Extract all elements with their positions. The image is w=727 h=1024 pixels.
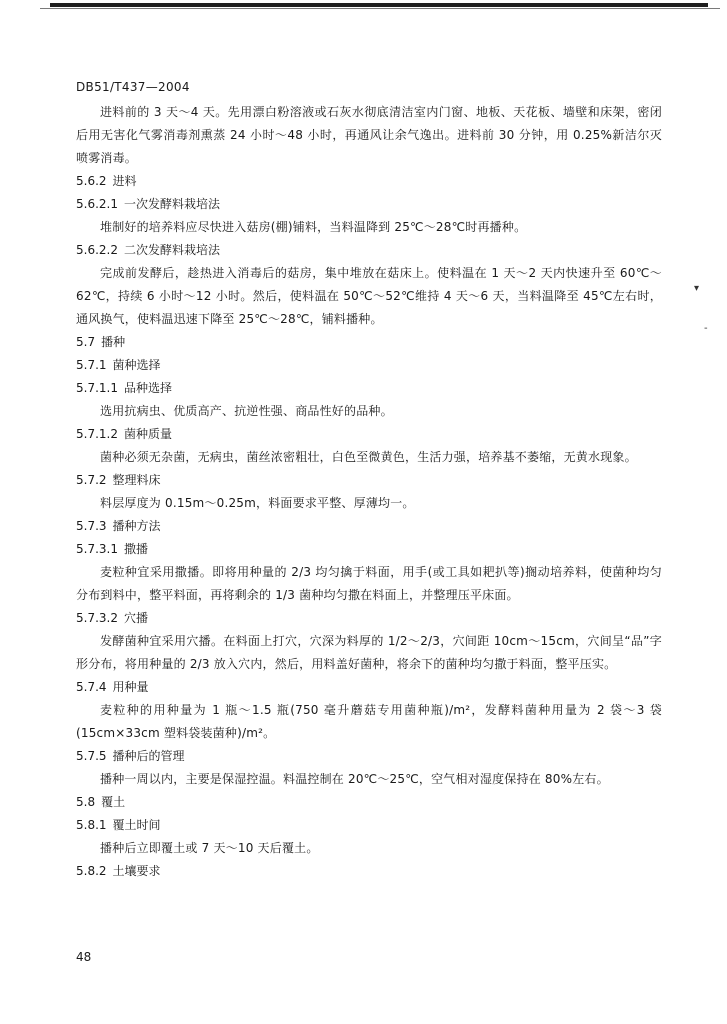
section-heading — [76, 423, 662, 446]
section-title: 用种量 — [112, 680, 149, 694]
paragraph: 播种后立即覆土或 7 天～10 天后覆土。 — [100, 841, 319, 855]
paragraph: 进料前的 3 天～4 天。先用漂白粉溶液或石灰水彻底清洁室内门窗、地板、天花板、墙壁和床架，密闭后用无害化气雾消毒剂熏蒸 24 小时～48 小时，再通风让余气逸出。进料前 30 分钟，用 0.25%新洁尔灭喷雾消毒。 — [76, 105, 662, 165]
section-number: 5.7.3.1 — [76, 542, 118, 556]
section-title: 播种后的管理 — [112, 749, 185, 763]
section-heading — [76, 791, 662, 814]
section-number: 5.7 — [76, 335, 96, 349]
paragraph: 麦粒种宜采用撒播。即将用种量的 2/3 均匀擒于料面，用手(或工具如耙扒等)搁动培养料，使菌种均匀分布到料中，整平料面，再将剩余的 1/3 菌种均匀撒在料面上，并整理压平床面。 — [76, 565, 662, 602]
page-number: 48 — [76, 950, 92, 964]
header-rule-thin — [40, 8, 720, 9]
section-number: 5.6.2 — [76, 174, 107, 188]
section-heading — [76, 607, 662, 630]
section-title: 土壤要求 — [112, 864, 161, 878]
margin-mark: ▾ — [694, 283, 700, 294]
section-heading — [76, 354, 662, 377]
section-number: 5.7.3 — [76, 519, 107, 533]
section-title: 播种 — [101, 335, 126, 349]
section-title: 覆土 — [101, 795, 126, 809]
section-number: 5.8.1 — [76, 818, 107, 832]
section-title: 穴播 — [123, 611, 148, 625]
paragraph: 发酵菌种宜采用穴播。在料面上打穴，穴深为料厚的 1/2～2/3，穴间距 10cm～15cm，穴间呈“品”字形分布，将用种量的 2/3 放入穴内，然后，用料盖好菌种，将余下的菌种均匀撒于料面，整平压实。 — [76, 634, 662, 671]
document-body — [76, 101, 662, 883]
section-heading — [76, 170, 662, 193]
section-heading — [76, 860, 662, 883]
section-title: 品种选择 — [123, 381, 172, 395]
section-title: 进料 — [112, 174, 137, 188]
section-number: 5.7.2 — [76, 473, 107, 487]
header-rule — [50, 3, 708, 7]
section-heading — [76, 676, 662, 699]
section-number: 5.8.2 — [76, 864, 107, 878]
section-title: 二次发酵料栽培法 — [123, 243, 220, 257]
section-heading — [76, 469, 662, 492]
paragraph: 选用抗病虫、优质高产、抗逆性强、商品性好的品种。 — [100, 404, 393, 418]
section-number: 5.7.3.2 — [76, 611, 118, 625]
paragraph: 播种一周以内，主要是保湿控温。料温控制在 20℃～25℃，空气相对湿度保持在 80%左右。 — [100, 772, 609, 786]
section-number: 5.7.4 — [76, 680, 107, 694]
paragraph: 料层厚度为 0.15m～0.25m，料面要求平整、厚薄均一。 — [100, 496, 415, 510]
section-number: 5.6.2.2 — [76, 243, 118, 257]
section-number: 5.7.1.2 — [76, 427, 118, 441]
section-heading — [76, 377, 662, 400]
section-number: 5.7.1 — [76, 358, 107, 372]
paragraph: 完成前发酵后，趁热进入消毒后的菇房，集中堆放在菇床上。使料温在 1 天～2 天内快速升至 60℃～62℃，持续 6 小时～12 小时。然后，使料温在 50℃～52℃维持 4 天～6 天，当料温降至 45℃左右时，通风换气，使料温迅速下降至 25℃～28℃，铺料播种。 — [76, 266, 662, 326]
section-title: 菌种选择 — [112, 358, 161, 372]
section-number: 5.6.2.1 — [76, 197, 118, 211]
section-heading — [76, 515, 662, 538]
margin-mark: - — [704, 323, 708, 334]
section-title: 整理料床 — [112, 473, 161, 487]
section-heading — [76, 814, 662, 837]
section-title: 撒播 — [123, 542, 148, 556]
section-heading — [76, 745, 662, 768]
paragraph: 麦粒种的用种量为 1 瓶～1.5 瓶(750 毫升蘑菇专用菌种瓶)/m²，发酵料菌种用量为 2 袋～3 袋(15cm×33cm 塑料袋装菌种)/m²。 — [76, 703, 662, 740]
section-number: 5.7.1.1 — [76, 381, 118, 395]
section-heading — [76, 538, 662, 561]
section-heading — [76, 331, 662, 354]
section-heading — [76, 239, 662, 262]
paragraph: 堆制好的培养料应尽快进入菇房(棚)铺料，当料温降到 25℃～28℃时再播种。 — [100, 220, 527, 234]
paragraph: 菌种必须无杂菌，无病虫，菌丝浓密粗壮，白色至微黄色，生活力强，培养基不萎缩，无黄水现象。 — [100, 450, 637, 464]
section-title: 菌种质量 — [123, 427, 172, 441]
document-code: DB51/T437—2004 — [76, 80, 190, 94]
section-title: 播种方法 — [112, 519, 161, 533]
section-title: 一次发酵料栽培法 — [123, 197, 220, 211]
section-heading — [76, 193, 662, 216]
section-number: 5.8 — [76, 795, 96, 809]
section-title: 覆土时间 — [112, 818, 161, 832]
section-number: 5.7.5 — [76, 749, 107, 763]
